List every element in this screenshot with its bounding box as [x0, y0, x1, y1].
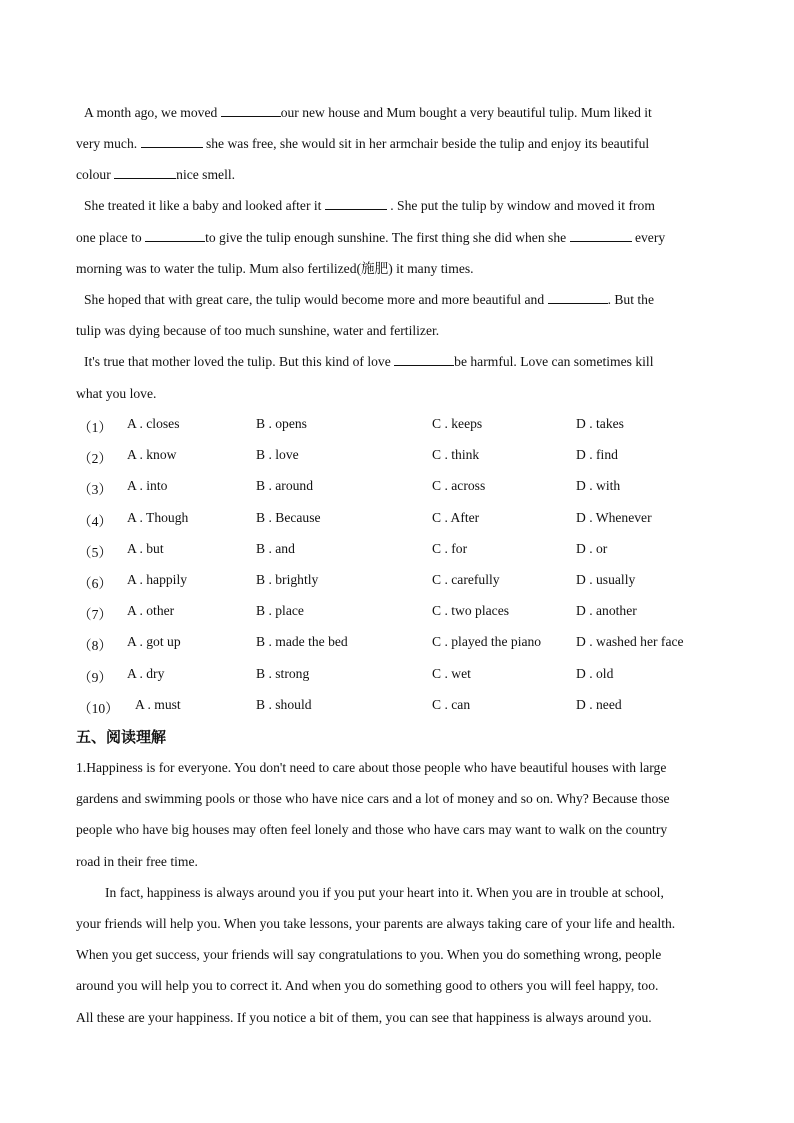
option-d[interactable]: D . old — [576, 666, 614, 681]
blank-8[interactable] — [394, 353, 454, 366]
option-c[interactable]: C . think — [432, 447, 480, 462]
reading-line: In fact, happiness is always around you if you put your heart into it. When you are in trouble at school, — [105, 885, 664, 900]
section-title: 五、阅读理解 — [76, 728, 167, 746]
option-a[interactable]: A . dry — [127, 666, 165, 681]
text: She hoped that with great care, the tulip would become more and more beautiful and — [84, 292, 548, 307]
option-b[interactable]: B . love — [256, 447, 299, 462]
option-c[interactable]: C . carefully — [432, 572, 500, 587]
text: very much. — [76, 136, 141, 151]
option-c[interactable]: C . across — [432, 478, 486, 493]
option-a[interactable]: A . Though — [127, 510, 189, 525]
option-a[interactable]: A . closes — [127, 416, 180, 431]
passage-line-3 — [76, 166, 235, 184]
question-number: （8） — [78, 638, 112, 653]
reading-line: around you will help you to correct it. And when you do something good to others you will feel happy, too. — [76, 978, 659, 993]
text: It's true that mother loved the tulip. But this kind of love — [84, 354, 395, 369]
option-d[interactable]: D . takes — [576, 416, 624, 431]
option-c[interactable]: C . After — [432, 510, 480, 525]
text: colour — [76, 167, 115, 182]
text: morning was to water the tulip. Mum also fertilized(施肥) it many times. — [76, 261, 474, 276]
option-d[interactable]: D . with — [576, 478, 621, 493]
reading-line: road in their free time. — [76, 854, 198, 869]
option-a[interactable]: A . got up — [127, 634, 181, 649]
blank-4[interactable] — [325, 197, 387, 210]
option-a[interactable]: A . but — [127, 541, 164, 556]
question-number: （4） — [78, 514, 112, 529]
passage-line-8 — [76, 322, 439, 340]
passage-line-9 — [84, 353, 653, 371]
option-a[interactable]: A . into — [127, 478, 168, 493]
option-d[interactable]: D . find — [576, 447, 618, 462]
option-b[interactable]: B . strong — [256, 666, 310, 681]
option-b[interactable]: B . place — [256, 603, 304, 618]
option-c[interactable]: C . played the piano — [432, 634, 542, 649]
option-c[interactable]: C . two places — [432, 603, 510, 618]
option-c[interactable]: C . for — [432, 541, 468, 556]
question-number: （2） — [78, 451, 112, 466]
option-a[interactable]: A . know — [127, 447, 177, 462]
text: be harmful. Love can sometimes kill — [454, 354, 654, 369]
option-b[interactable]: B . should — [256, 697, 312, 712]
option-a[interactable]: A . happily — [127, 572, 188, 587]
reading-line: gardens and swimming pools or those who have nice cars and a lot of money and so on. Why? Because those — [76, 791, 670, 806]
passage-line-5 — [76, 229, 665, 247]
question-number: （6） — [78, 576, 112, 591]
option-b[interactable]: B . made the bed — [256, 634, 348, 649]
blank-5[interactable] — [145, 229, 205, 242]
reading-line: 1.Happiness is for everyone. You don't need to care about those people who have beautiful houses with large — [76, 760, 667, 775]
text: one place to — [76, 230, 146, 245]
option-c[interactable]: C . keeps — [432, 416, 483, 431]
option-b[interactable]: B . around — [256, 478, 314, 493]
question-number: （1） — [78, 420, 112, 435]
passage-line-10 — [76, 385, 156, 403]
question-number: （3） — [78, 482, 112, 497]
reading-line: All these are your happiness. If you notice a bit of them, you can see that happiness is always around you. — [76, 1010, 652, 1025]
option-a[interactable]: A . other — [127, 603, 175, 618]
text: she was free, she would sit in her armchair beside the tulip and enjoy its beautiful — [202, 136, 650, 151]
option-a[interactable]: A . must — [135, 697, 181, 712]
reading-line: your friends will help you. When you take lessons, your parents are always taking care of your life and health. — [76, 916, 676, 931]
option-d[interactable]: D . need — [576, 697, 622, 712]
blank-1[interactable] — [221, 104, 281, 117]
option-d[interactable]: D . Whenever — [576, 510, 652, 525]
passage-line-4 — [84, 197, 655, 215]
option-d[interactable]: D . washed her face — [576, 634, 684, 649]
text: tulip was dying because of too much sunshine, water and fertilizer. — [76, 323, 440, 338]
text: . But the — [607, 292, 655, 307]
reading-line: people who have big houses may often feel lonely and those who have cars may want to walk on the country — [76, 822, 668, 837]
text: A month ago, we moved — [84, 105, 221, 120]
option-c[interactable]: C . can — [432, 697, 471, 712]
option-b[interactable]: B . brightly — [256, 572, 319, 587]
option-b[interactable]: B . Because — [256, 510, 321, 525]
text: what you love. — [76, 386, 157, 401]
option-d[interactable]: D . another — [576, 603, 637, 618]
passage-line-7 — [84, 291, 654, 309]
text: . She put the tulip by window and moved it from — [386, 198, 655, 213]
blank-7[interactable] — [548, 291, 608, 304]
option-b[interactable]: B . opens — [256, 416, 307, 431]
blank-3[interactable] — [114, 166, 176, 179]
blank-2[interactable] — [141, 135, 203, 148]
text: nice smell. — [176, 167, 236, 182]
text: every — [631, 230, 666, 245]
option-d[interactable]: D . usually — [576, 572, 636, 587]
passage-line-6 — [76, 260, 474, 278]
option-c[interactable]: C . wet — [432, 666, 471, 681]
text: to give the tulip enough sunshine. The first thing she did when she — [205, 230, 570, 245]
blank-6[interactable] — [570, 229, 632, 242]
passage-line-2 — [76, 135, 649, 153]
text: our new house and Mum bought a very beautiful tulip. Mum liked it — [280, 105, 652, 120]
text: She treated it like a baby and looked after it — [84, 198, 325, 213]
question-number: （9） — [78, 670, 112, 685]
option-d[interactable]: D . or — [576, 541, 608, 556]
question-number: （7） — [78, 607, 112, 622]
passage-line-1 — [84, 104, 652, 122]
question-number: （10） — [78, 701, 119, 716]
reading-line: When you get success, your friends will say congratulations to you. When you do something wrong, people — [76, 947, 662, 962]
option-b[interactable]: B . and — [256, 541, 295, 556]
question-number: （5） — [78, 545, 112, 560]
